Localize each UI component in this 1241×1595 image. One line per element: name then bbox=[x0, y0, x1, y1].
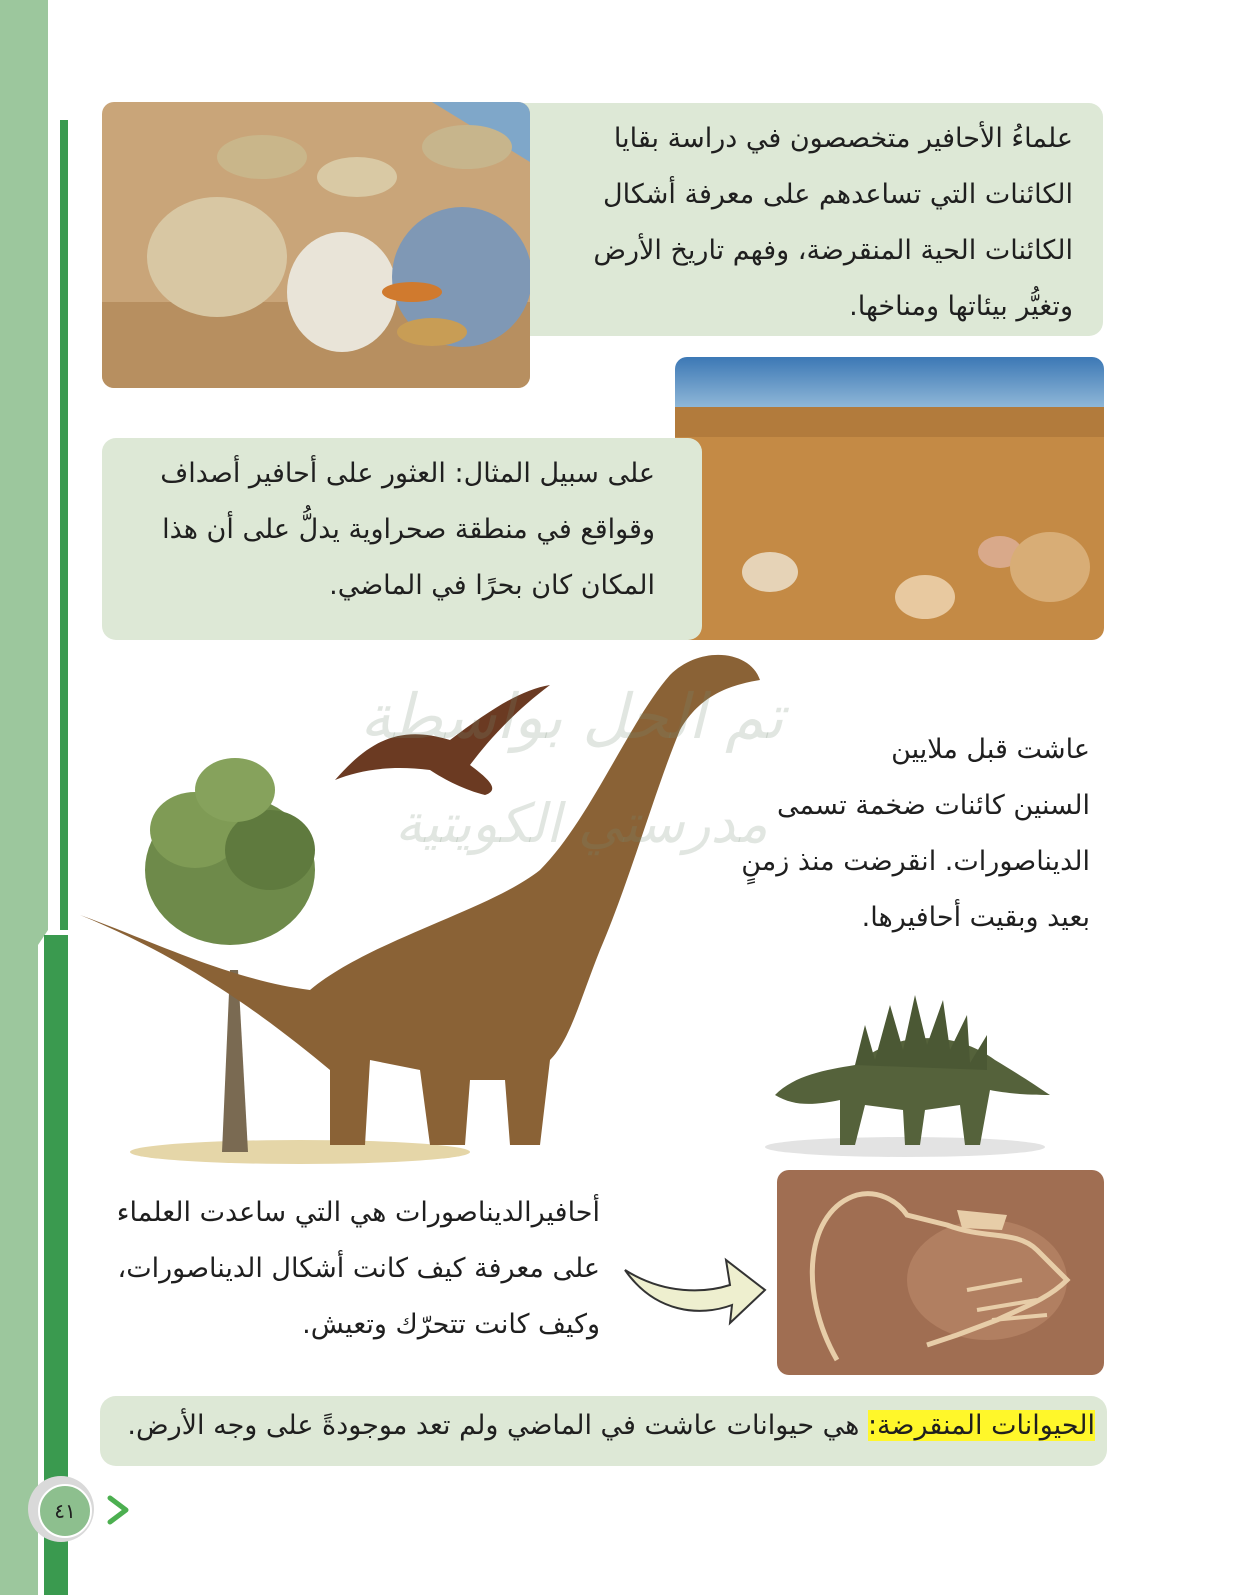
definition-body: هي حيوانات عاشت في الماضي ولم تعد موجودةً على وجه الأرض. bbox=[127, 1410, 868, 1441]
watermark-line-1: تم الحل بواسطة bbox=[360, 680, 784, 753]
paleontologists-digging-photo bbox=[102, 102, 530, 388]
paragraph-line: الكائنات التي تساعدهم على معرفة أشكال bbox=[603, 179, 1073, 210]
page-number-circle bbox=[38, 1484, 92, 1538]
stegosaurus-illustration bbox=[755, 975, 1055, 1165]
dinosaur-fossils-paragraph bbox=[90, 1185, 600, 1353]
paragraph-line: وتغيُّر بيئاتها ومناخها. bbox=[849, 291, 1073, 322]
paragraph-line: على سبيل المثال: العثور على أحافير أصداف bbox=[160, 458, 655, 489]
pointing-arrow-icon bbox=[620, 1255, 770, 1327]
dinosaur-fossil-photo bbox=[777, 1170, 1104, 1375]
desert-shell-fossils-photo bbox=[675, 357, 1104, 640]
watermark-line-2: مدرستي الكويتية bbox=[395, 792, 768, 855]
dinosaurs-paragraph bbox=[720, 722, 1090, 946]
paragraph-line: الديناصورات. انقرضت منذ زمنٍ bbox=[741, 846, 1090, 877]
definition-text bbox=[110, 1403, 1095, 1449]
paragraph-line: علماءُ الأحافير متخصصون في دراسة بقايا bbox=[613, 123, 1073, 154]
paragraph-line: المكان كان بحرًا في الماضي. bbox=[329, 570, 655, 601]
paragraph-line: عاشت قبل ملايين bbox=[891, 734, 1090, 765]
paragraph-line: بعيد وبقيت أحافيرها. bbox=[861, 902, 1090, 933]
paragraph-line: الكائنات الحية المنقرضة، وفهم تاريخ الأرض bbox=[593, 235, 1073, 266]
paragraph-line: على معرفة كيف كانت أشكال الديناصورات، bbox=[117, 1253, 600, 1284]
paragraph-line: أحافيرالديناصورات هي التي ساعدت العلماء bbox=[116, 1197, 600, 1228]
sidebar-decoration bbox=[0, 0, 80, 1595]
example-paragraph bbox=[130, 446, 655, 614]
paragraph-line: وقواقع في منطقة صحراوية يدلُّ على أن هذا bbox=[162, 514, 655, 545]
paleontologists-paragraph bbox=[548, 111, 1073, 335]
definition-term: الحيوانات المنقرضة: bbox=[867, 1410, 1095, 1441]
paragraph-line: وكيف كانت تتحرّك وتعيش. bbox=[302, 1309, 600, 1340]
paragraph-line: السنين كائنات ضخمة تسمى bbox=[777, 790, 1090, 821]
chevron-right-icon bbox=[104, 1494, 132, 1526]
page-number: ٤١ bbox=[54, 1499, 76, 1523]
